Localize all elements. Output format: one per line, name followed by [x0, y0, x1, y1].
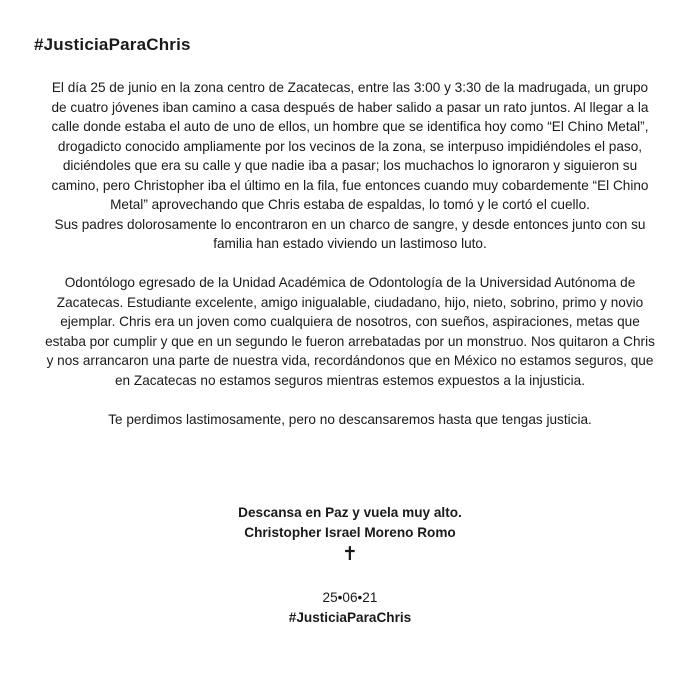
paragraph-biography: Odontólogo egresado de la Unidad Académica de Odontología de la Universidad Autónoma de Zacatecas. Estudiante excelente, amigo inigualable, ciudadano, hijo, nieto, sobrino, primo y novio ejemplar. Chris era un joven como cualquiera de nosotros, con sueños, aspiraciones, metas que estaba por cumplir y que en un segundo le fueron arrebatadas por un monstruo. Nos quitaron a Chris y nos arrancaron una parte de nuestra vida, recordándonos que en México no estamos seguros, que en Zacatecas no estamos seguros mientras estemos expuestos a la injusticia.: [45, 275, 655, 388]
post-body: [44, 78, 656, 429]
footer-hashtag: #JusticiaParaChris: [288, 609, 412, 625]
paragraph-parents: Sus padres dolorosamente lo encontraron en un charco de sangre, y desde entonces junto con su familia han estado viviendo un lastimoso luto.: [54, 216, 646, 251]
footer-block: [0, 588, 700, 627]
paragraph-spacer: [44, 254, 656, 274]
victim-name: Christopher Israel Moreno Romo: [244, 524, 456, 540]
paragraph-spacer: [44, 390, 656, 410]
closing-block: [0, 503, 700, 542]
paragraph-justice: Te perdimos lastimosamente, pero no descansaremos hasta que tengas justicia.: [108, 411, 592, 427]
cross-icon: ✝: [342, 544, 358, 565]
paragraph-incident: El día 25 de junio en la zona centro de Zacatecas, entre las 3:00 y 3:30 de la madrugada, un grupo de cuatro jóvenes iban camino a casa después de haber salido a pasar un rato juntos. Al llegar a la calle donde estaba el auto de uno de ellos, un hombre que se identifica hoy como “El Chino Metal”, drogadicto conocido ampliamente por los vecinos de la zona, se interpuso impidiéndoles el paso, diciéndoles que era su calle y que nadie iba a pasar; los muchachos lo ignoraron y siguieron su camino, pero Christopher iba el último en la fila, fue entonces cuando muy cobardemente “El Chino Metal” aprovechando que Chris estaba de espaldas, lo tomó y le cortó el cuello.: [51, 80, 649, 212]
date-text: 25•06•21: [322, 590, 378, 605]
rest-in-peace-line: Descansa en Paz y vuela muy alto.: [238, 505, 462, 520]
post-title-hashtag: #JusticiaParaChris: [34, 35, 191, 54]
